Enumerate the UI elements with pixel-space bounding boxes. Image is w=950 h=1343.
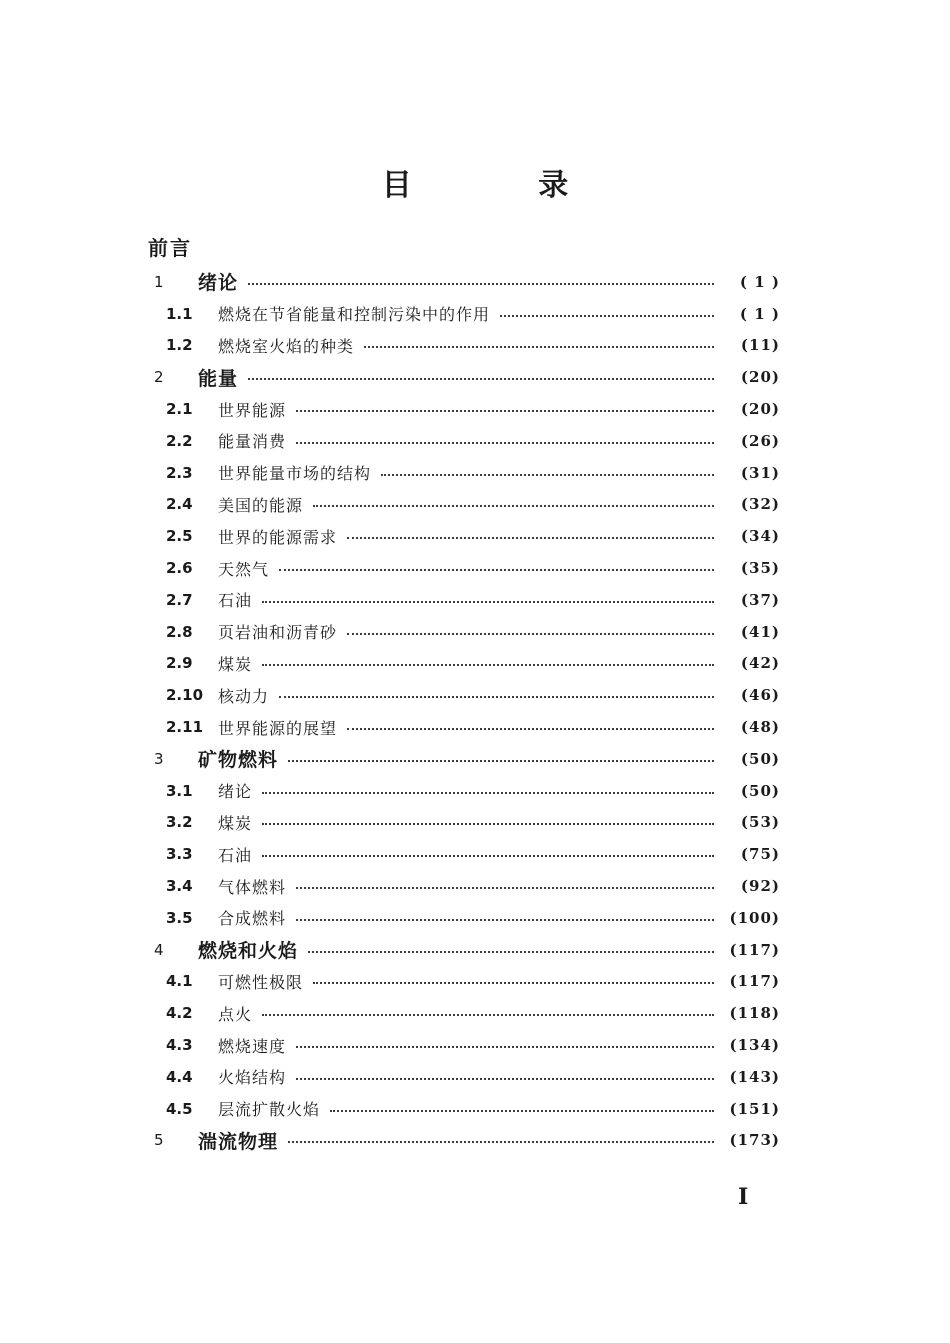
dot-leader <box>262 792 714 794</box>
toc-entry-page: (48) <box>740 718 780 737</box>
toc-entry-number: 4.2 <box>166 1004 193 1023</box>
toc-entry-number: 3.3 <box>166 845 193 864</box>
toc-entry-number: 2.11 <box>166 718 204 737</box>
toc-entry-title: 美国的能源 <box>218 495 304 515</box>
toc-entry-title: 火焰结构 <box>218 1068 287 1088</box>
toc-section-row <box>150 870 780 902</box>
toc-chapter-row <box>150 934 780 966</box>
dot-leader <box>296 410 714 412</box>
toc-section-row <box>150 838 780 870</box>
toc-entry-page: (41) <box>740 622 780 641</box>
dot-leader <box>296 1078 714 1080</box>
toc-entry-page: (50) <box>740 749 780 768</box>
toc-section-row <box>150 807 780 839</box>
toc-entry-number: 1.2 <box>166 336 193 355</box>
dot-leader <box>262 601 714 603</box>
toc-section-row <box>150 997 780 1029</box>
dot-leader <box>262 855 714 857</box>
toc-entry-page: (37) <box>740 590 780 609</box>
toc-section-row <box>150 425 780 457</box>
toc-entry-title: 点火 <box>218 1004 253 1024</box>
toc-entry-number: 2.10 <box>166 686 204 705</box>
toc-entry-page: (117) <box>729 972 780 991</box>
toc-section-row <box>150 966 780 998</box>
toc-entry-page: (20) <box>740 368 780 387</box>
dot-leader <box>330 1110 714 1112</box>
toc-entry-title: 煤炭 <box>218 813 253 833</box>
toc-entry-page: (31) <box>740 463 780 482</box>
toc-section-row <box>150 520 780 552</box>
toc-section-row <box>150 648 780 680</box>
toc-entry-number: 2.6 <box>166 559 193 578</box>
toc-section-row <box>150 584 780 616</box>
dot-leader <box>279 696 714 698</box>
preface-heading: 前言 <box>148 236 192 260</box>
toc-entry-title: 世界能量市场的结构 <box>218 464 372 484</box>
toc-entry-number: 3.5 <box>166 908 193 927</box>
toc-entry-page: (173) <box>729 1131 780 1150</box>
toc-entry-title: 天然气 <box>218 559 270 579</box>
toc-entry-title: 矿物燃料 <box>198 749 279 772</box>
toc-entry-title: 世界能源的展望 <box>218 718 338 738</box>
toc-entry-number: 3 <box>154 749 164 768</box>
toc-entry-page: ( 1 ) <box>739 272 780 291</box>
toc-section-row <box>150 711 780 743</box>
toc-entry-page: (92) <box>740 877 780 896</box>
toc-entry-page: (20) <box>740 400 780 419</box>
toc-entry-number: 2.9 <box>166 654 193 673</box>
dot-leader <box>500 315 714 317</box>
toc-entry-page: (100) <box>729 908 780 927</box>
toc-entry-page: (151) <box>729 1099 780 1118</box>
toc-entry-number: 4.5 <box>166 1099 193 1118</box>
dot-leader <box>262 823 714 825</box>
dot-leader <box>248 283 714 285</box>
toc-entry-title: 湍流物理 <box>198 1130 279 1153</box>
toc-entry-title: 石油 <box>218 591 253 611</box>
toc-section-row <box>150 616 780 648</box>
toc-entry-number: 2 <box>154 368 164 387</box>
dot-leader <box>288 760 714 762</box>
dot-leader <box>313 982 714 984</box>
toc-section-row <box>150 1061 780 1093</box>
toc-entry-title: 绪论 <box>198 272 239 295</box>
toc-entry-page: (46) <box>740 686 780 705</box>
toc-entry-title: 世界的能源需求 <box>218 527 338 547</box>
toc-entry-page: (118) <box>729 1004 780 1023</box>
dot-leader <box>296 1046 714 1048</box>
toc-entry-number: 3.2 <box>166 813 193 832</box>
toc-entry-number: 2.8 <box>166 622 193 641</box>
dot-leader <box>308 951 714 953</box>
dot-leader <box>296 887 714 889</box>
toc-entry-title: 燃烧和火焰 <box>198 940 299 963</box>
toc-entry-number: 3.4 <box>166 877 193 896</box>
toc-entry-title: 可燃性极限 <box>218 972 304 992</box>
toc-entry-page: (42) <box>740 654 780 673</box>
toc-entry-number: 1 <box>154 272 164 291</box>
toc-entry-title: 核动力 <box>218 686 270 706</box>
toc-entry-number: 2.1 <box>166 400 193 419</box>
page-title: 目 录 <box>381 168 627 203</box>
dot-leader <box>279 569 714 571</box>
dot-leader <box>296 919 714 921</box>
toc-entry-number: 2.5 <box>166 527 193 546</box>
toc-entry-number: 4.4 <box>166 1067 193 1086</box>
toc-section-row <box>150 552 780 584</box>
toc-section-row <box>150 330 780 362</box>
dot-leader <box>262 1014 714 1016</box>
toc-chapter-row <box>150 1125 780 1157</box>
toc-entry-page: (32) <box>740 495 780 514</box>
toc-entry-number: 2.2 <box>166 431 193 450</box>
toc-entry-number: 2.4 <box>166 495 193 514</box>
dot-leader <box>381 474 714 476</box>
toc-entry-number: 4 <box>154 940 164 959</box>
toc-entry-page: (143) <box>729 1067 780 1086</box>
toc-entry-title: 页岩油和沥青砂 <box>218 623 338 643</box>
toc-entry-number: 2.3 <box>166 463 193 482</box>
dot-leader <box>347 537 714 539</box>
toc-entry-number: 4.3 <box>166 1036 193 1055</box>
dot-leader <box>288 1141 714 1143</box>
toc-entry-title: 气体燃料 <box>218 877 287 897</box>
toc-section-row <box>150 902 780 934</box>
toc-section-row <box>150 457 780 489</box>
toc-chapter-row <box>150 743 780 775</box>
toc-entry-page: (117) <box>729 940 780 959</box>
toc-section-row <box>150 679 780 711</box>
toc-entry-title: 燃烧速度 <box>218 1036 287 1056</box>
toc-section-row <box>150 298 780 330</box>
toc-entry-number: 3.1 <box>166 781 193 800</box>
toc-entry-number: 1.1 <box>166 304 193 323</box>
toc-entry-title: 能量消费 <box>218 432 287 452</box>
toc-chapter-row <box>150 266 780 298</box>
toc-entry-page: (35) <box>740 559 780 578</box>
toc-entry-title: 世界能源 <box>218 400 287 420</box>
toc-entry-number: 5 <box>154 1131 164 1150</box>
dot-leader <box>296 442 714 444</box>
toc-entry-title: 燃烧在节省能量和控制污染中的作用 <box>218 305 491 325</box>
toc-entry-number: 4.1 <box>166 972 193 991</box>
toc-entry-page: (75) <box>740 845 780 864</box>
toc-entry-page: (11) <box>740 336 780 355</box>
toc-section-row <box>150 393 780 425</box>
toc-entry-title: 燃烧室火焰的种类 <box>218 336 355 356</box>
toc-entry-page: ( 1 ) <box>739 304 780 323</box>
dot-leader <box>248 378 714 380</box>
table-of-contents <box>150 266 780 1156</box>
toc-entry-title: 石油 <box>218 845 253 865</box>
page-number-footer: I <box>738 1184 749 1210</box>
toc-entry-page: (34) <box>740 527 780 546</box>
toc-chapter-row <box>150 361 780 393</box>
toc-section-row <box>150 1093 780 1125</box>
toc-entry-page: (53) <box>740 813 780 832</box>
toc-section-row <box>150 775 780 807</box>
toc-entry-title: 绪论 <box>218 782 253 802</box>
toc-entry-page: (134) <box>729 1036 780 1055</box>
toc-section-row <box>150 1029 780 1061</box>
toc-entry-title: 能量 <box>198 367 239 390</box>
toc-section-row <box>150 489 780 521</box>
dot-leader <box>313 505 714 507</box>
dot-leader <box>347 633 714 635</box>
dot-leader <box>262 664 714 666</box>
dot-leader <box>347 728 714 730</box>
toc-entry-title: 合成燃料 <box>218 909 287 929</box>
toc-entry-page: (50) <box>740 781 780 800</box>
toc-entry-title: 煤炭 <box>218 654 253 674</box>
toc-entry-title: 层流扩散火焰 <box>218 1100 321 1120</box>
toc-entry-number: 2.7 <box>166 590 193 609</box>
dot-leader <box>364 346 714 348</box>
toc-entry-page: (26) <box>740 431 780 450</box>
